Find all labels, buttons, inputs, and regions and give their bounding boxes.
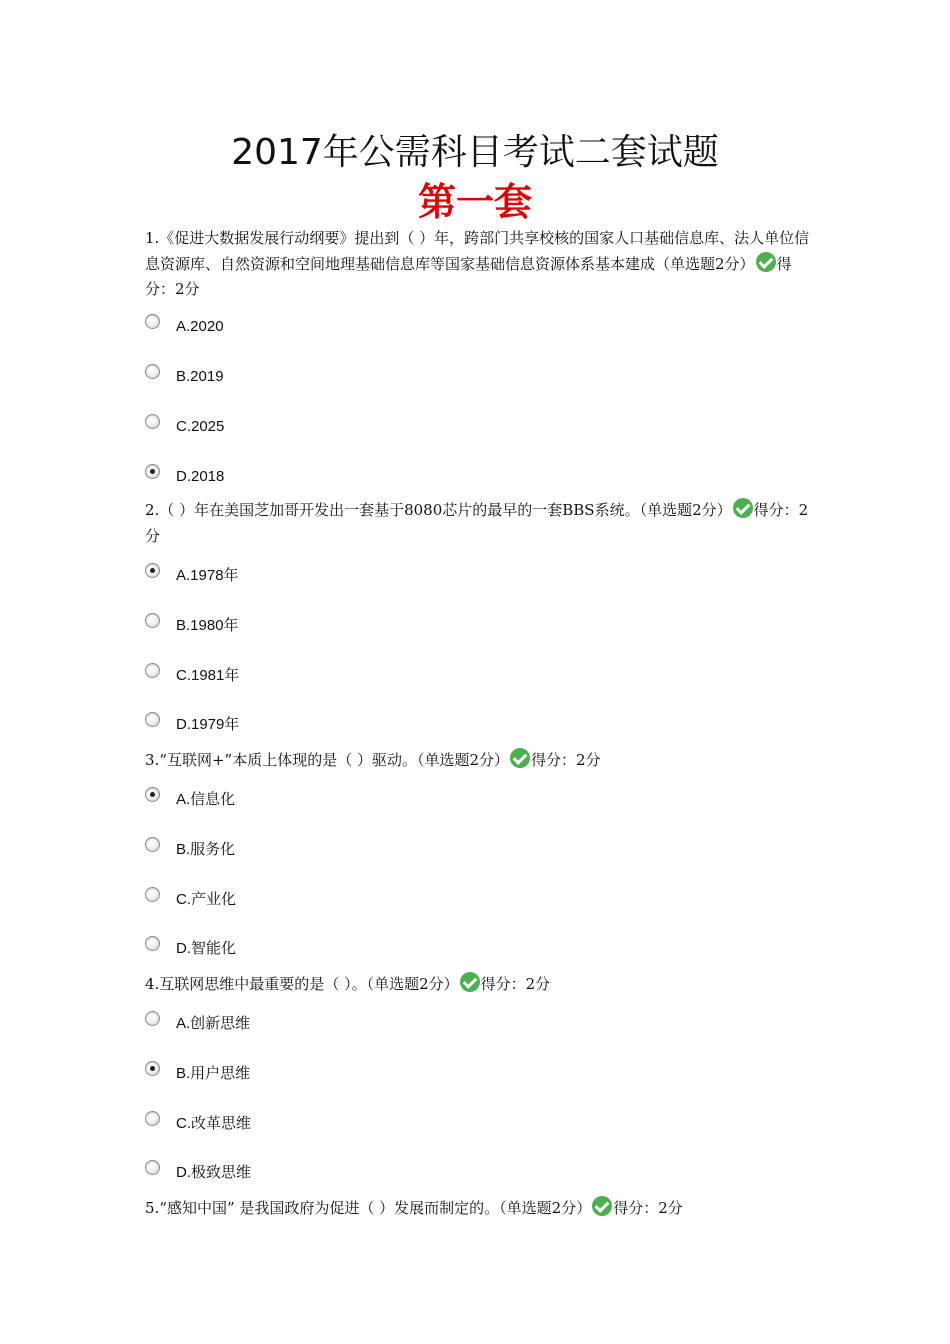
option-label: C.产业化 — [176, 891, 237, 908]
question-text: 4.互联网思维中最重要的是（ ）。（单选题2分） — [145, 975, 459, 993]
question-2 — [145, 498, 815, 549]
option-label: B.服务化 — [176, 841, 236, 858]
radio-button[interactable] — [145, 887, 160, 902]
section-title: 第一套 — [417, 180, 532, 224]
option-label: B.用户思维 — [176, 1065, 251, 1082]
radio-button-selected[interactable] — [145, 787, 160, 802]
option-label: C.改革思维 — [176, 1115, 252, 1132]
option-label: D.2018 — [176, 468, 225, 485]
question-score: 得分：2分 — [145, 254, 792, 298]
correct-check-icon — [756, 252, 776, 272]
question-text: 1.《促进大数据发展行动纲要》提出到（ ）年，跨部门共享校核的国家人口基础信息库、法人单位信息资源库、自然资源和空间地理基础信息库等国家基础信息资源体系基本建成（单选题2分） — [145, 229, 810, 273]
radio-button[interactable] — [145, 613, 160, 628]
radio-button[interactable] — [145, 837, 160, 852]
question-score: 得分：2分 — [145, 501, 809, 545]
radio-button[interactable] — [145, 712, 160, 727]
question-text: 2.（ ）年在美国芝加哥开发出一套基于8080芯片的最早的一套BBS系统。（单选题2分） — [145, 501, 732, 519]
correct-check-icon — [592, 1196, 612, 1216]
option-label: A.创新思维 — [176, 1015, 251, 1032]
question-text: 3.“互联网+”本质上体现的是（ ）驱动。（单选题2分） — [145, 751, 510, 769]
radio-button[interactable] — [145, 414, 160, 429]
radio-button[interactable] — [145, 663, 160, 678]
correct-check-icon — [733, 498, 753, 518]
radio-button[interactable] — [145, 364, 160, 379]
option-label: C.1981年 — [176, 667, 240, 684]
question-score: 得分：2分 — [613, 1199, 683, 1217]
radio-button[interactable] — [145, 936, 160, 951]
radio-button-selected[interactable] — [145, 563, 160, 578]
option-label: A.1978年 — [176, 567, 239, 584]
option-label: B.1980年 — [176, 617, 239, 634]
question-score: 得分：2分 — [480, 975, 551, 993]
option-label: A.信息化 — [176, 791, 236, 808]
radio-button[interactable] — [145, 1011, 160, 1026]
page-title: 2017年公需科目考试二套试题 — [231, 132, 719, 173]
correct-check-icon — [460, 972, 480, 992]
correct-check-icon — [510, 748, 530, 768]
option-label: D.极致思维 — [176, 1164, 252, 1181]
question-score: 得分：2分 — [531, 751, 601, 769]
option-label: A.2020 — [176, 318, 224, 335]
radio-button[interactable] — [145, 1111, 160, 1126]
question-3 — [145, 748, 815, 774]
question-4 — [145, 972, 815, 998]
radio-button-selected[interactable] — [145, 464, 160, 479]
radio-button-selected[interactable] — [145, 1061, 160, 1076]
option-label: D.智能化 — [176, 940, 237, 957]
radio-button[interactable] — [145, 1160, 160, 1175]
question-5 — [145, 1196, 815, 1222]
option-label: D.1979年 — [176, 716, 240, 733]
radio-button[interactable] — [145, 314, 160, 329]
option-label: C.2025 — [176, 418, 225, 435]
question-text: 5.“感知中国” 是我国政府为促进（ ）发展而制定的。（单选题2分） — [145, 1199, 592, 1217]
option-label: B.2019 — [176, 368, 224, 385]
question-1 — [145, 226, 815, 303]
